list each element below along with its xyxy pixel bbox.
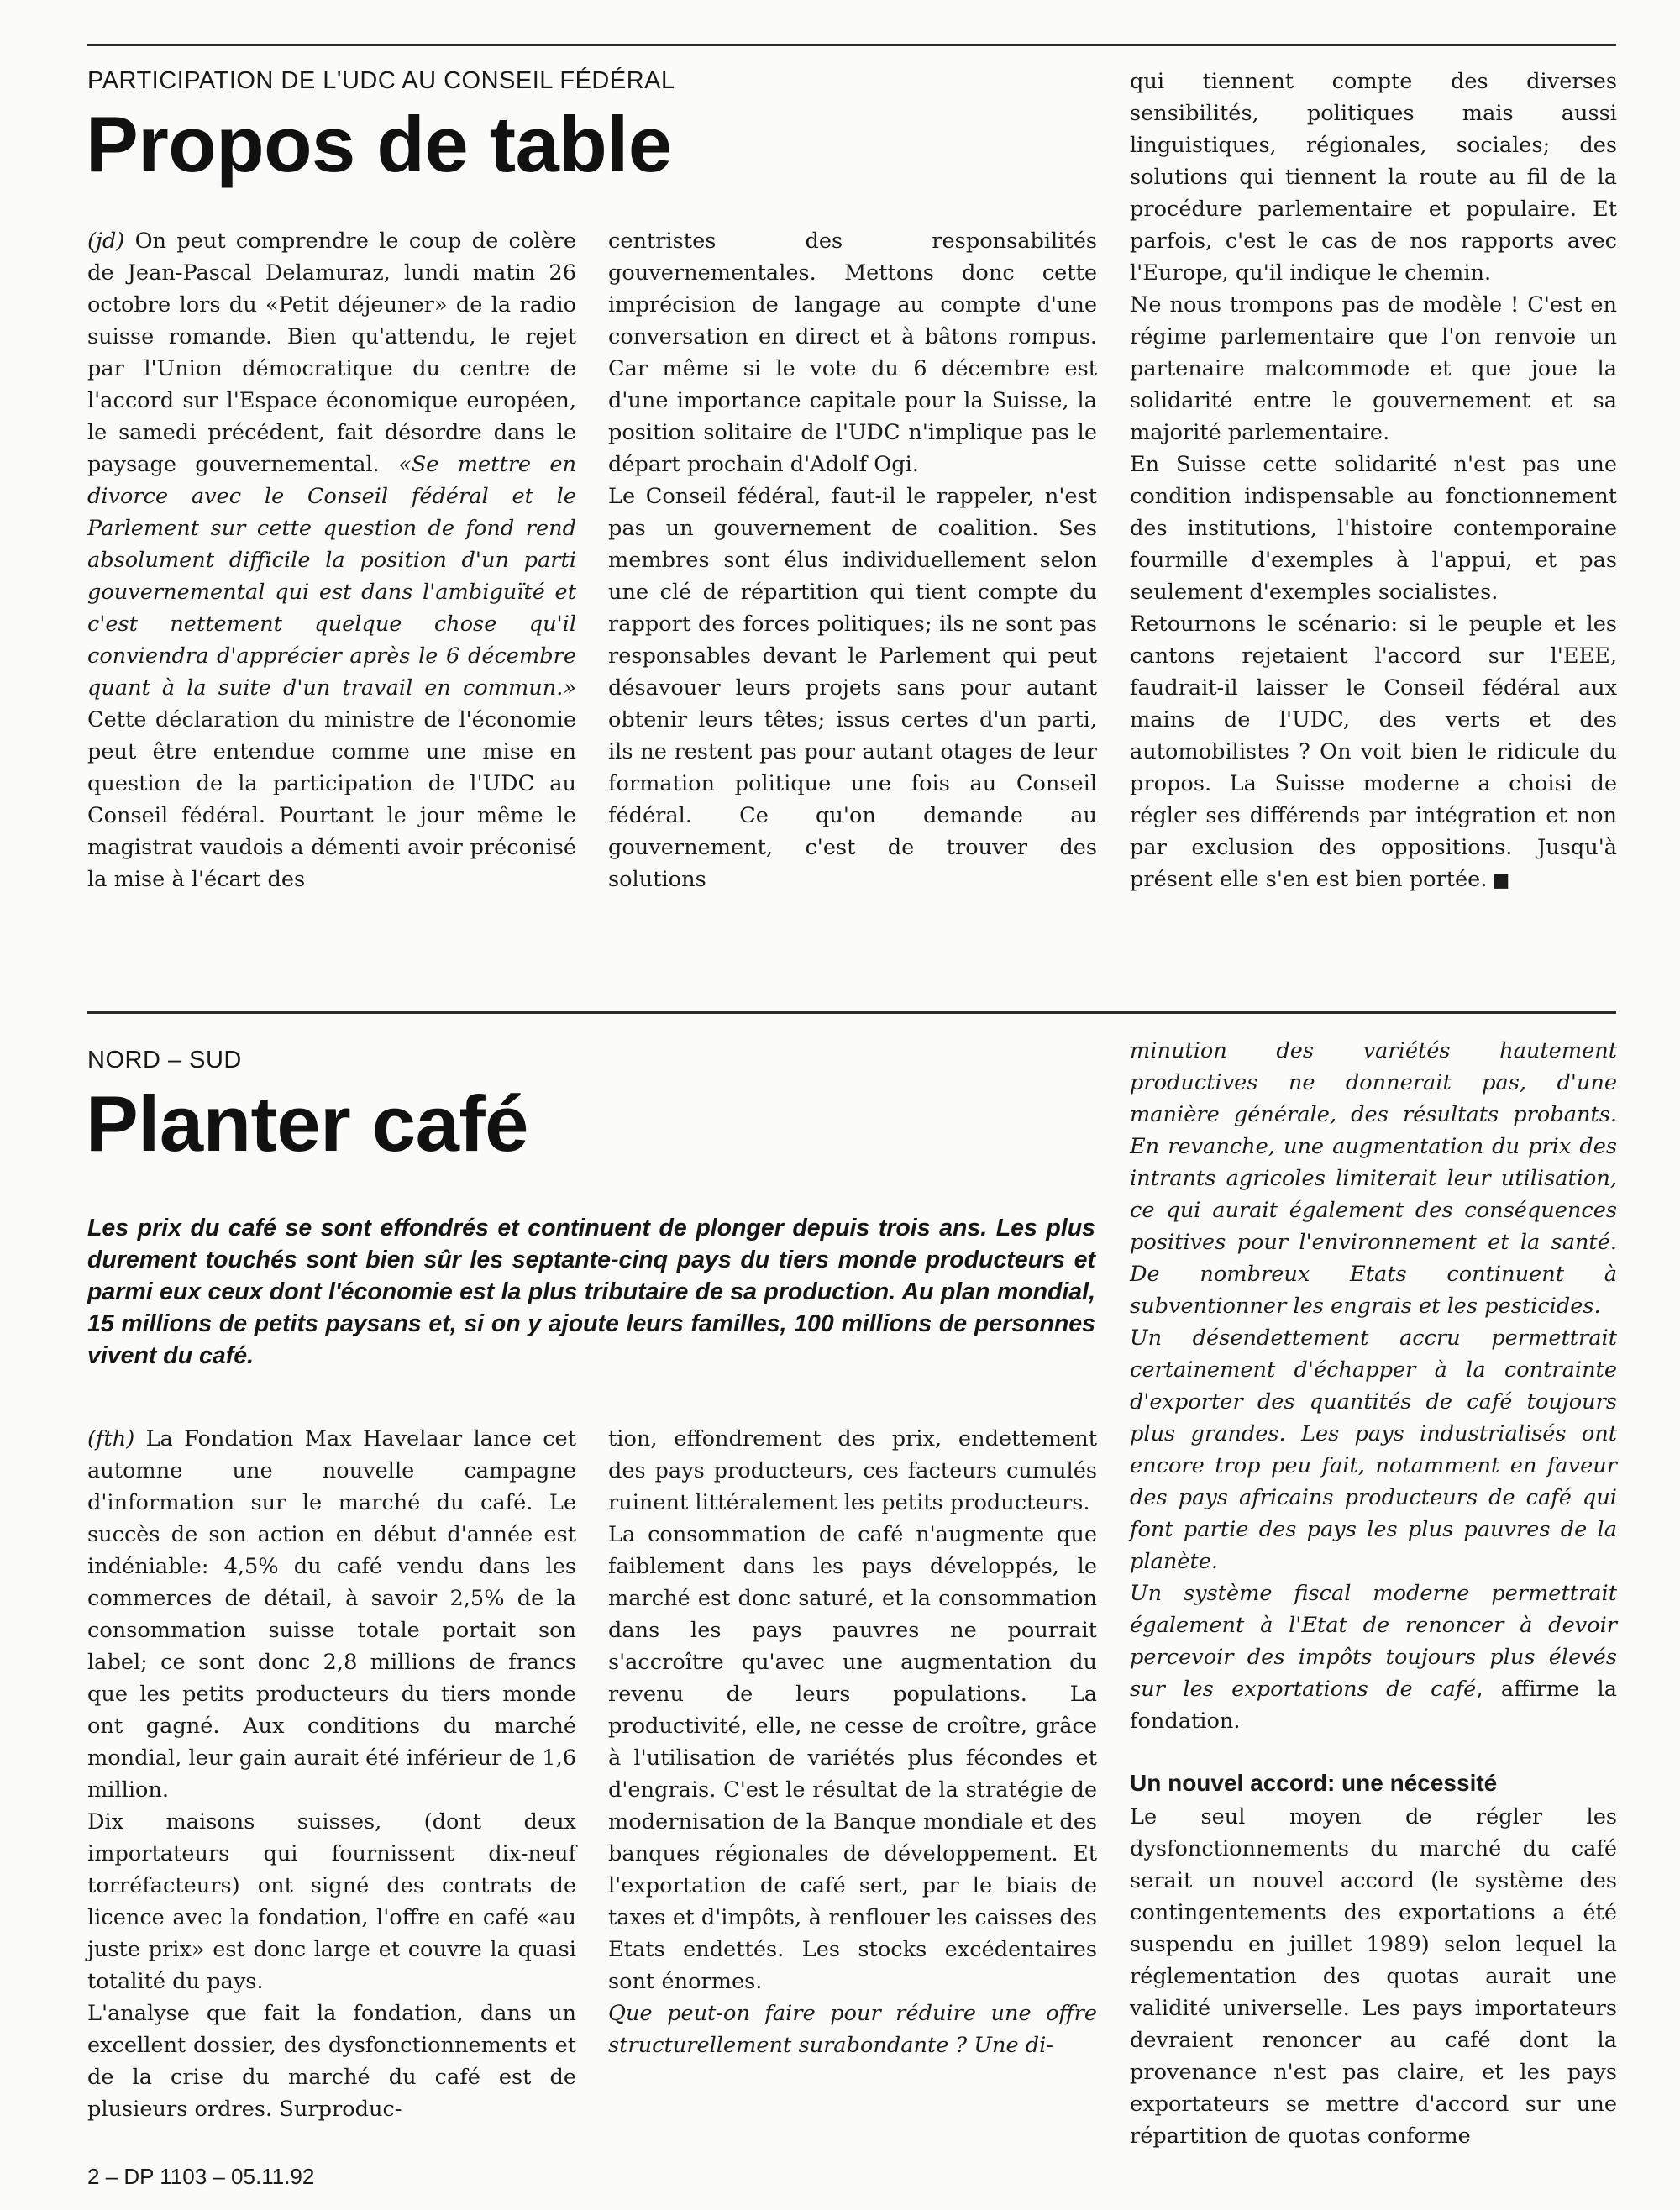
article1-col3-paragraph-3: En Suisse cette solidarité n'est pas une condition indispensable au fonctionnement des institutions, l'histoire contemporaine fourmille d'exemples à l'appui, et pas seulement d'exemples socialistes. [1130,452,1617,605]
article2-subheading: Un nouvel accord: une nécessité [1130,1770,1498,1796]
article1-column-2 [608,225,1097,895]
article1-col2-paragraph-1: centristes des responsabilités gouvernementales. Mettons donc cette imprécision de langage au compte d'une conversation en direct et à bâtons rompus. Car même si le vote du 6 décembre est d'une importance capitale pour la Suisse, la position solitaire de l'UDC n'implique pas le départ prochain d'Adolf Ogi. [608,228,1097,477]
article1-top-rule [87,44,1616,46]
article2-col2-paragraph-1: tion, effondrement des prix, endettement des pays producteurs, ces facteurs cumulés ruinent littéralement les petits producteurs. [608,1426,1097,1515]
article1-col2-paragraph-2: Le Conseil fédéral, faut-il le rappeler, n'est pas un gouvernement de coalition. Ses membres sont élus individuellement selon une clé de répartition qui tient compte du rapport des forces politiques; ils ne sont pas responsables devant le Parlement qui peut désavouer leurs projets sans pour autant obtenir leurs têtes; issus certes d'un parti, ils ne restent pas pour autant otages de leur formation politique une fois au Conseil fédéral. Ce qu'on demande au gouvernement, c'est de trouver des solutions [608,484,1097,892]
article1-col3-paragraph-1: qui tiennent compte des diverses sensibilités, politiques mais aussi linguistiques, régionales, sociales; des solutions qui tiennent la route au fil de la procédure parlementaire et populaire. Et parfois, c'est le cas de nos rapports avec l'Europe, qu'il indique le chemin. [1130,69,1617,286]
article2-col2-paragraph-3: Que peut-on faire pour réduire une offre structurellement surabondante ? Une di- [608,2001,1097,2058]
article2-col3-paragraph-4: Le seul moyen de régler les dysfonctionnements du marché du café serait un nouvel accord (le système des contingentements des exportations a été suspendu en juillet 1989) selon lequel la réglementation des quotas aurait une validité universelle. Les pays importateurs devraient renoncer au café dont la provenance n'est pas claire, et les pays exportateurs se mettre d'accord sur une répartition de quotas conforme [1130,1804,1617,2149]
article2-kicker: NORD – SUD [87,1047,242,1074]
article2-col1-paragraph-1: (fth) La Fondation Max Havelaar lance cet automne une nouvelle campagne d'information sur le marché du café. Le succès de son action en début d'année est indéniable: 4,5% du café vendu dans les commerces de détail, à savoir 2,5% de la consommation suisse totale portait son label; ce sont donc 2,8 millions de francs que les petits producteurs du tiers monde ont gagné. Aux conditions du marché mondial, leur gain aurait été inférieur de 1,6 million. [87,1426,576,1803]
article2-top-rule [87,1011,1616,1014]
article2-col3-paragraph-1: minution des variétés hautement productives ne donnerait pas, d'une manière générale, des résultats probants. En revanche, une augmentation du prix des intrants agricoles limiterait leur utilisation, ce qui aurait également des conséquences positives pour l'environnement et la santé. De nombreux Etats continuent à subventionner les engrais et les pesticides. [1130,1038,1617,1319]
author-initials: (jd) [87,228,125,254]
article2-column-2 [608,1423,1097,2061]
article1-kicker: PARTICIPATION DE L'UDC AU CONSEIL FÉDÉRAL [87,67,675,94]
page-footer: 2 – DP 1103 – 05.11.92 [87,2164,315,2189]
article2-column-1 [87,1423,576,2125]
article1-col3-paragraph-4: Retournons le scénario: si le peuple et les cantons rejetaient l'accord sur l'EEE, faudrait-il laisser le Conseil fédéral aux mains de l'UDC, des verts et des automobilistes ? On voit bien le ridicule du propos. La Suisse moderne a choisi de régler ses différends par intégration et non par exclusion des oppositions. Jusqu'à présent elle s'en est bien portée. ■ [1130,612,1617,892]
article2-col3-paragraph-3: Un système fiscal moderne permettrait également à l'Etat de renoncer à devoir percevoir des impôts toujours plus élevés sur les exportations de café, affirme la fondation. [1130,1581,1617,1734]
quote-delamuraz: «Se mettre en divorce avec le Conseil fédéral et le Parlement sur cette question de fond rend absolument difficile la position d'un parti gouvernemental qui est dans l'ambiguïté et c'est nettement quelque chose qu'il conviendra d'apprécier après le 6 décembre quant à la suite d'un travail en commun.» [87,452,576,701]
article2-col1-paragraph-2: Dix maisons suisses, (dont deux importateurs qui fournissent dix-neuf torréfacteurs) ont signé des contrats de licence avec la fondation, l'offre en café «au juste prix» est donc large et couvre la quasi totalité du pays. [87,1809,576,1994]
article1-col1-paragraph-1: (jd) On peut comprendre le coup de colère de Jean-Pascal Delamuraz, lundi matin 26 octobre lors du «Petit déjeuner» de la radio suisse romande. Bien qu'attendu, le rejet par l'Union démocratique du centre de l'accord sur l'Espace économique européen, le samedi précédent, fait désordre dans le paysage gouvernemental. «Se mettre en divorce avec le Conseil fédéral et le Parlement sur cette question de fond rend absolument difficile la position d'un parti gouvernemental qui est dans l'ambiguïté et c'est nettement quelque chose qu'il conviendra d'apprécier après le 6 décembre quant à la suite d'un travail en commun.» Cette déclaration du ministre de l'économie peut être entendue comme une mise en question de la participation de l'UDC au Conseil fédéral. Pourtant le jour même le magistrat vaudois a démenti avoir préconisé la mise à l'écart des [87,228,576,892]
article1-col3-paragraph-2: Ne nous trompons pas de modèle ! C'est en régime parlementaire que l'on renvoie un partenaire malcommode et que joue la solidarité entre le gouvernement et sa majorité parlementaire. [1130,292,1617,445]
article1-title: Propos de table [86,100,672,188]
article2-title: Planter café [86,1079,528,1168]
article1-column-3 [1130,66,1617,897]
article2-col2-paragraph-2: La consommation de café n'augmente que faiblement dans les pays développés, le marché est donc saturé, et la consommation dans les pays pauvres ne pourrait s'accroître qu'avec une augmentation du revenu de leurs populations. La productivité, elle, ne cesse de croître, grâce à l'utilisation de variétés plus fécondes et d'engrais. C'est le résultat de la stratégie de modernisation de la Banque mondiale et des banques régionales de développement. Et l'exportation de café sert, par le biais de taxes et d'impôts, à renflouer les caisses des Etats endettés. Les stocks excédentaires sont énormes. [608,1522,1097,1994]
article1-column-1 [87,225,576,895]
article2-lead: Les prix du café se sont effondrés et continuent de plonger depuis trois ans. Les plus durement touchés sont bien sûr les septante-cinq pays du tiers monde producteurs et parmi eux ceux dont l'économie est la plus tributaire de sa production. Au plan mondial, 15 millions de petits paysans et, si on y ajoute leurs familles, 100 millions de personnes vivent du café. [87,1215,1095,1369]
article2-col1-paragraph-3: L'analyse que fait la fondation, dans un excellent dossier, des dysfonctionnements et de la crise du marché du café est de plusieurs ordres. Surproduc- [87,2001,576,2122]
article2-column-3 [1130,1035,1617,2152]
end-mark-icon: ■ [1492,870,1510,891]
article2-col3-paragraph-2: Un désendettement accru permettrait certainement d'échapper à la contrainte d'exporter des quantités de café toujours plus grandes. Les pays industrialisés ont encore trop peu fait, notamment en faveur des pays africains producteurs de café qui font partie des pays les plus pauvres de la planète. [1130,1325,1617,1574]
author-initials: (fth) [87,1426,135,1451]
